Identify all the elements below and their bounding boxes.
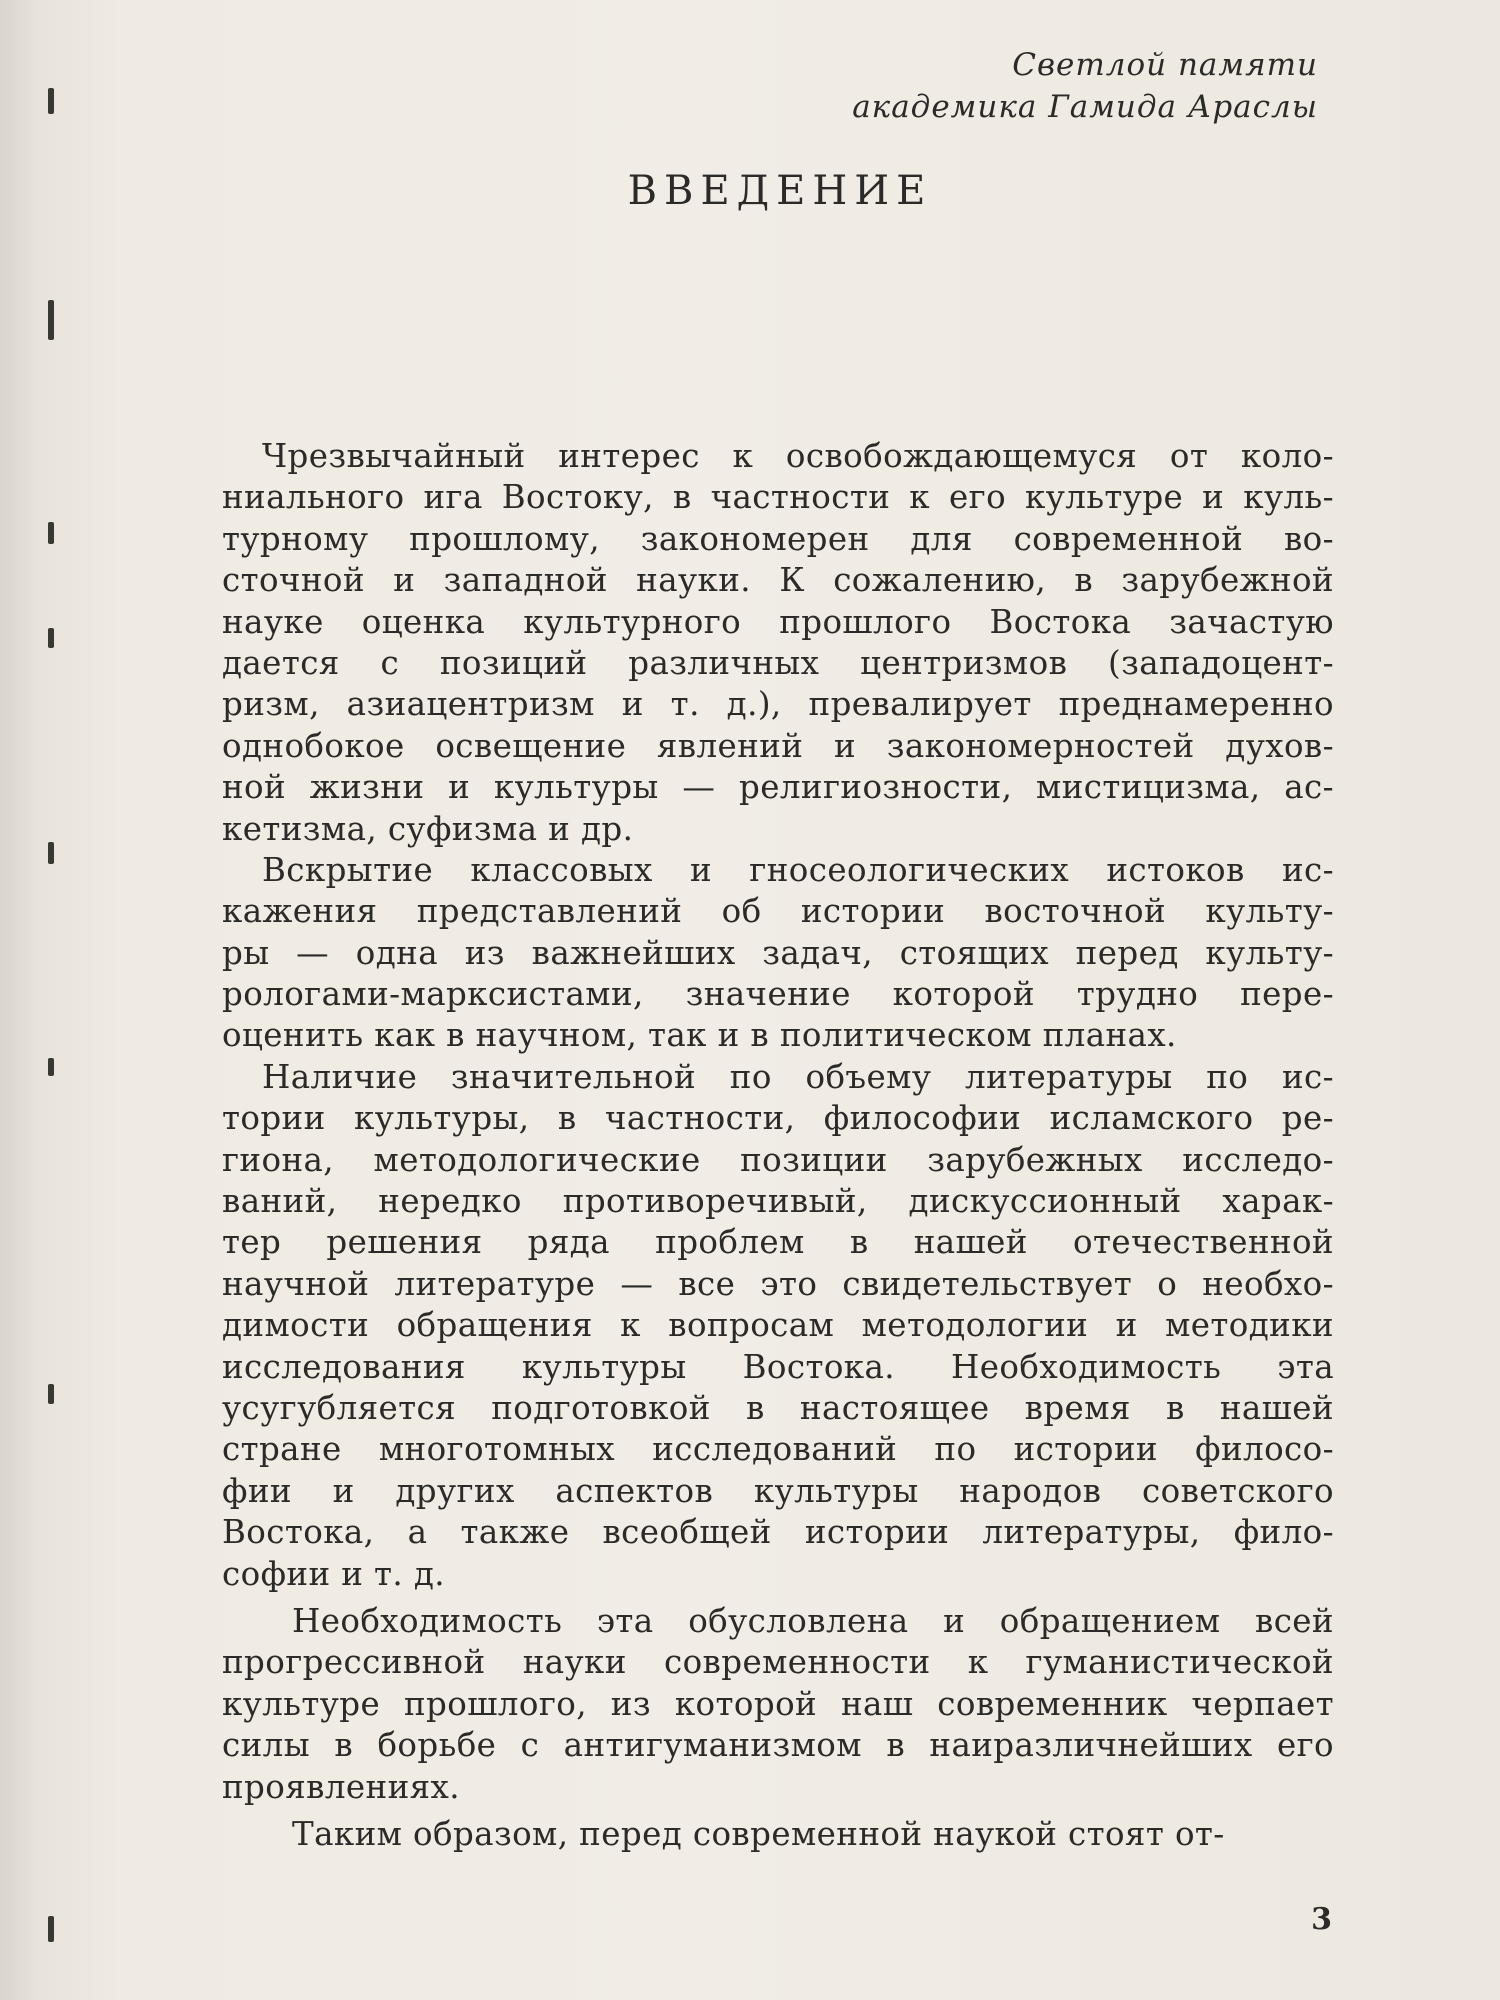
text-line: Таким образом, перед современной наукой стоят от-	[292, 1814, 1225, 1853]
paragraph	[222, 1601, 1334, 1808]
binding-mark	[48, 842, 54, 864]
text-line: усугубляется подготовкой в настоящее время в нашей	[222, 1388, 1334, 1427]
dedication-line: академика Гамида Араслы	[852, 89, 1318, 125]
page-number: 3	[1311, 1902, 1332, 1937]
text-line: науке оценка культурного прошлого Востока зачастую	[222, 602, 1334, 641]
paragraph	[222, 850, 1334, 1057]
text-line: ной жизни и культуры — религиозности, мистицизма, ас-	[222, 768, 1334, 807]
paragraph	[222, 436, 1334, 850]
binding-mark	[48, 628, 54, 648]
text-line: однобокое освещение явлений и закономерностей духов-	[222, 726, 1334, 765]
text-line: дается с позиций различных центризмов (западоцент-	[222, 643, 1334, 682]
binding-mark	[48, 300, 54, 340]
chapter-title: ВВЕДЕНИЕ	[627, 168, 933, 214]
text-line: прогрессивной науки современности к гуманистической	[222, 1643, 1334, 1682]
text-line: ризм, азиацентризм и т. д.), превалирует преднамеренно	[222, 685, 1334, 724]
text-line: тории культуры, в частности, философии исламского ре-	[222, 1099, 1334, 1138]
text-line: кетизма, суфизма и др.	[222, 809, 634, 848]
text-line: фии и других аспектов культуры народов советского	[222, 1471, 1334, 1510]
text-line: проявлениях.	[222, 1767, 460, 1806]
text-line: Чрезвычайный интерес к освобождающемуся от коло-	[262, 437, 1334, 475]
dedication	[618, 44, 1318, 128]
text-line: кажения представлений об истории восточной культу-	[222, 892, 1334, 931]
paragraph	[222, 1814, 1334, 1855]
text-line: рологами-марксистами, значение которой трудно пере-	[222, 975, 1334, 1014]
text-line: сточной и западной науки. К сожалению, в зарубежной	[222, 561, 1334, 600]
binding-mark	[48, 1916, 54, 1942]
text-line: димости обращения к вопросам методологии и методики	[222, 1306, 1334, 1345]
binding-mark	[48, 88, 54, 114]
text-line: силы в борьбе с антигуманизмом в наиразличнейших его	[222, 1726, 1334, 1765]
text-line: турному прошлому, закономерен для современной во-	[222, 519, 1334, 558]
text-line: гиона, методологические позиции зарубежных исследо-	[222, 1140, 1334, 1179]
text-line: ниального ига Востоку, в частности к его культуре и куль-	[222, 478, 1334, 517]
dedication-line: Светлой памяти	[1012, 47, 1318, 83]
text-line: культуре прошлого, из которой наш современник черпает	[222, 1684, 1334, 1723]
text-line: софии и т. д.	[222, 1554, 446, 1593]
binding-mark	[48, 1384, 54, 1404]
text-line: научной литературе — все это свидетельствует о необхо-	[222, 1264, 1334, 1303]
text-line: исследования культуры Востока. Необходимость эта	[222, 1347, 1334, 1386]
text-line: тер решения ряда проблем в нашей отечественной	[222, 1223, 1334, 1262]
binding-mark	[48, 1058, 54, 1076]
text-line: Востока, а также всеобщей истории литературы, фило-	[222, 1513, 1334, 1552]
body-text	[222, 436, 1334, 1855]
binding-mark	[48, 522, 54, 544]
text-line: стране многотомных исследований по истории филосо-	[222, 1430, 1334, 1469]
paragraph	[222, 1057, 1334, 1595]
text-line: ваний, нередко противоречивый, дискуссионный харак-	[222, 1182, 1334, 1221]
text-line: оценить как в научном, так и в политическом планах.	[222, 1016, 1177, 1055]
text-line: ры — одна из важнейших задач, стоящих перед культу-	[222, 933, 1334, 972]
text-line: Необходимость эта обусловлена и обращением всей	[292, 1601, 1334, 1640]
text-line: Наличие значительной по объему литературы по ис-	[262, 1057, 1334, 1096]
text-line: Вскрытие классовых и гносеологических истоков ис-	[262, 850, 1334, 889]
